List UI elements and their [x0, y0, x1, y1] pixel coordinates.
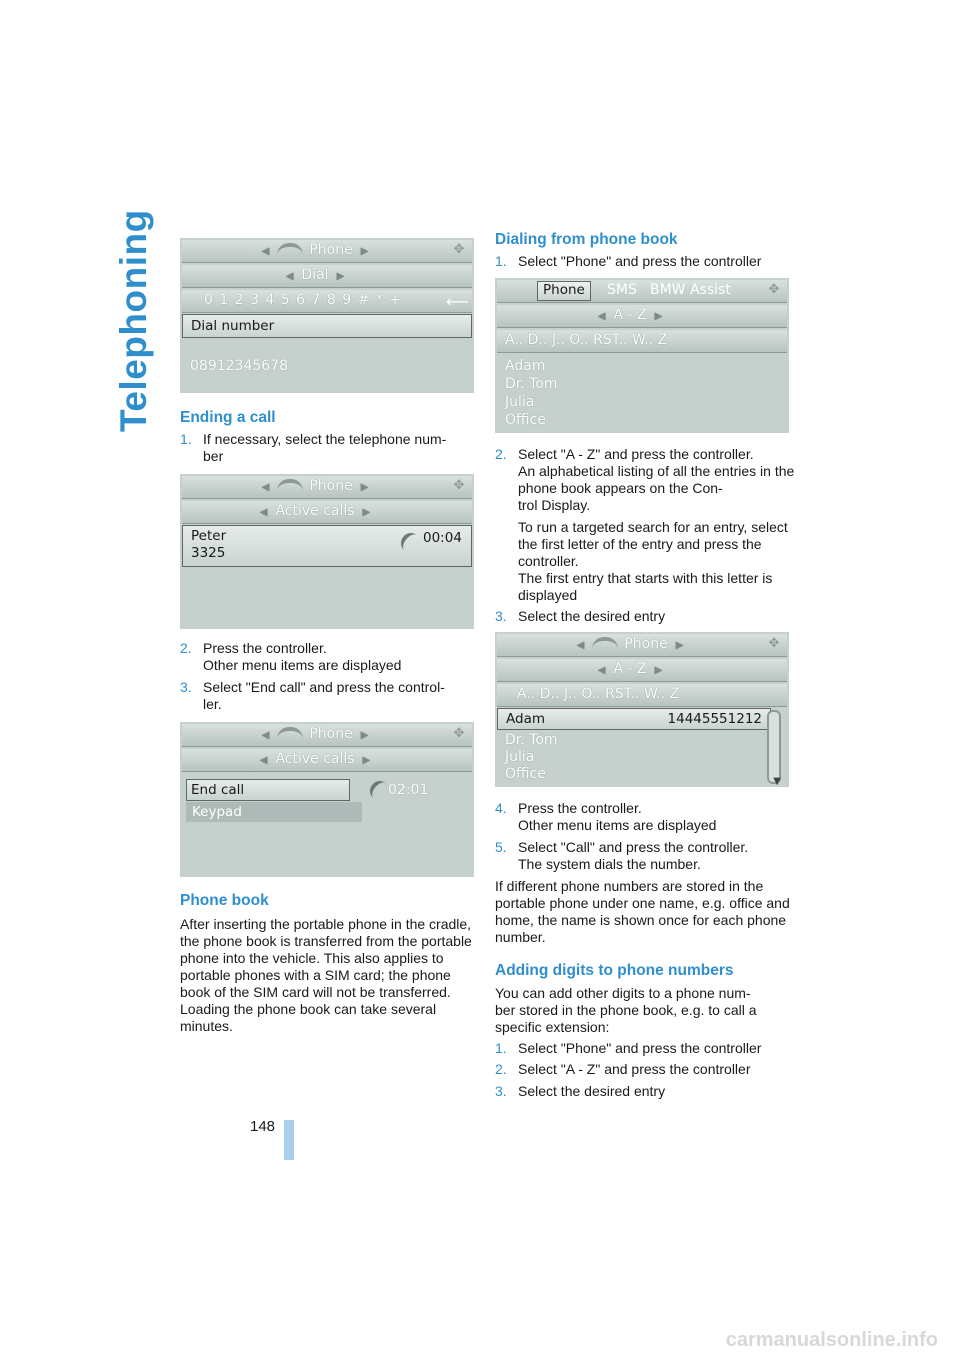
step-text: Select "Call" and press the controller. The system dials the number.: [518, 839, 749, 872]
chapter-title: Telephoning: [113, 209, 154, 432]
step-number: 4.: [495, 800, 507, 816]
step-text: If necessary, select the telephone num- ber: [203, 431, 447, 464]
letter-index[interactable]: A.. D.. J.. O.. RST.. W.. Z: [517, 686, 680, 702]
end-call-screen: ◀ Phone ▶ ✥ ◀ Active calls ▶ End call Keypad 02:01: [180, 722, 474, 877]
tab-phone[interactable]: Phone: [537, 281, 591, 301]
list-item[interactable]: Dr. Tom: [505, 732, 558, 748]
entry-select-screen: ◀ Phone ▶ ✥ ◀ A - Z ▶ A.. D.. J.. O.. RST.. W.. Z Adam 14445551212 Dr. Tom Julia Office ▼: [495, 632, 789, 787]
phone-icon: [277, 243, 303, 257]
page-marker: [284, 1120, 294, 1160]
dial-number-item[interactable]: Dial number: [182, 314, 472, 338]
menu-active-calls[interactable]: Active calls: [275, 503, 355, 519]
entry-number: 14445551212: [667, 711, 762, 727]
controller-icon: ✥: [453, 478, 465, 493]
phone-icon: [277, 479, 303, 493]
active-call-screen: ◀ Phone ▶ ✥ ◀ Active calls ▶ Peter 3325 00:04: [180, 474, 474, 629]
tab-bmw-assist[interactable]: BMW Assist: [650, 282, 731, 298]
menu-active-calls[interactable]: Active calls: [275, 751, 355, 767]
step-number: 2.: [180, 640, 192, 656]
active-call-item[interactable]: [182, 525, 472, 567]
scroll-down-icon[interactable]: ▼: [773, 776, 781, 787]
phone-icon: [277, 727, 303, 741]
handset-icon: [397, 529, 425, 557]
controller-icon: ✥: [768, 636, 780, 651]
phone-book-heading: Phone book: [180, 892, 269, 909]
list-item[interactable]: Adam: [505, 358, 546, 374]
controller-icon: ✥: [453, 242, 465, 257]
list-item[interactable]: Office: [505, 412, 546, 428]
step-number: 1.: [180, 431, 192, 447]
ending-heading: Ending a call: [180, 409, 276, 426]
adding-heading: Adding digits to phone numbers: [495, 962, 734, 979]
step-number: 1.: [495, 1040, 507, 1056]
phone-book-text: After inserting the portable phone in the cradle, the phone book is transferred from the portable phone into the vehicle. This also applies to portable phones with a SIM card; the phone book of the SIM card will not be transferred. Loading the phone book can take several minutes.: [180, 916, 472, 1034]
watermark: carmanualsonline.info: [725, 1329, 938, 1351]
menu-phone[interactable]: Phone: [309, 478, 353, 494]
keypad-item[interactable]: Keypad: [186, 802, 362, 822]
list-item[interactable]: Julia: [505, 749, 535, 765]
step-text: Select "End call" and press the control- ler.: [203, 679, 445, 712]
menu-a-z[interactable]: A - Z: [613, 661, 647, 677]
step-text: Press the controller. Other menu items are displayed: [518, 800, 717, 833]
caller-name: Peter: [191, 528, 227, 544]
dialed-number: 08912345678: [190, 358, 288, 374]
list-item[interactable]: Julia: [505, 394, 535, 410]
step-text: Select "Phone" and press the controller: [518, 253, 762, 269]
dialing-heading: Dialing from phone book: [495, 231, 678, 248]
step-text: Select the desired entry: [518, 608, 666, 624]
step-number: 3.: [495, 608, 507, 624]
end-call-item[interactable]: End call: [186, 779, 350, 801]
step-subtext: To run a targeted search for an entry, select the first letter of the entry and press the controller. The first entry that starts with this letter is displayed: [518, 519, 788, 603]
digit-row[interactable]: 0 1 2 3 4 5 6 7 8 9 # * +: [204, 292, 402, 308]
backspace-icon[interactable]: ⟵: [446, 292, 469, 311]
dial-screen: ◀ Phone ▶ ✥ ◀ Dial ▶ 0 1 2 3 4 5 6 7 8 9 # * + ⟵ Dial number 08912345678: [180, 238, 474, 393]
step-number: 3.: [180, 679, 192, 695]
call-duration: 02:01: [388, 782, 429, 798]
list-item[interactable]: Office: [505, 766, 546, 782]
step-number: 3.: [495, 1083, 507, 1099]
step-number: 2.: [495, 1061, 507, 1077]
step-number: 5.: [495, 839, 507, 855]
phone-icon: [592, 637, 618, 651]
phonebook-screen: Phone SMS BMW Assist ✥ ◀ A - Z ▶ A.. D.. J.. O.. RST.. W.. Z Adam Dr. Tom Julia Office: [495, 278, 789, 433]
step-text: Press the controller. Other menu items are displayed: [203, 640, 402, 673]
step-number: 1.: [495, 253, 507, 269]
step-text: Select the desired entry: [518, 1083, 666, 1099]
selected-entry[interactable]: [497, 708, 771, 730]
menu-phone[interactable]: Phone: [624, 636, 668, 652]
controller-icon: ✥: [768, 282, 780, 297]
page-number: 148: [250, 1118, 276, 1135]
note-text: If different phone numbers are stored in the portable phone under one name, e.g. office and home, the name is shown once for each phone number.: [495, 878, 790, 945]
letter-index[interactable]: A.. D.. J.. O.. RST.. W.. Z: [505, 332, 668, 348]
caller-extension: 3325: [191, 545, 226, 561]
list-item[interactable]: Dr. Tom: [505, 376, 558, 392]
step-number: 2.: [495, 446, 507, 462]
menu-phone[interactable]: Phone: [309, 242, 353, 258]
step-text: Select "Phone" and press the controller: [518, 1040, 762, 1056]
step-text: Select "A - Z" and press the controller. An alphabetical listing of all the entries in the phone book appears on the Con- trol Display.: [518, 446, 795, 513]
step-text: Select "A - Z" and press the controller: [518, 1061, 751, 1077]
menu-dial[interactable]: Dial: [301, 267, 329, 283]
controller-icon: ✥: [453, 726, 465, 741]
entry-name: Adam: [506, 711, 545, 727]
adding-text: You can add other digits to a phone num- ber stored in the phone book, e.g. to call a specific extension:: [495, 985, 757, 1035]
tab-sms[interactable]: SMS: [607, 282, 637, 298]
menu-a-z[interactable]: A - Z: [613, 307, 647, 323]
scrollbar[interactable]: [767, 710, 781, 784]
call-duration: 00:04: [423, 530, 462, 546]
menu-phone[interactable]: Phone: [309, 726, 353, 742]
